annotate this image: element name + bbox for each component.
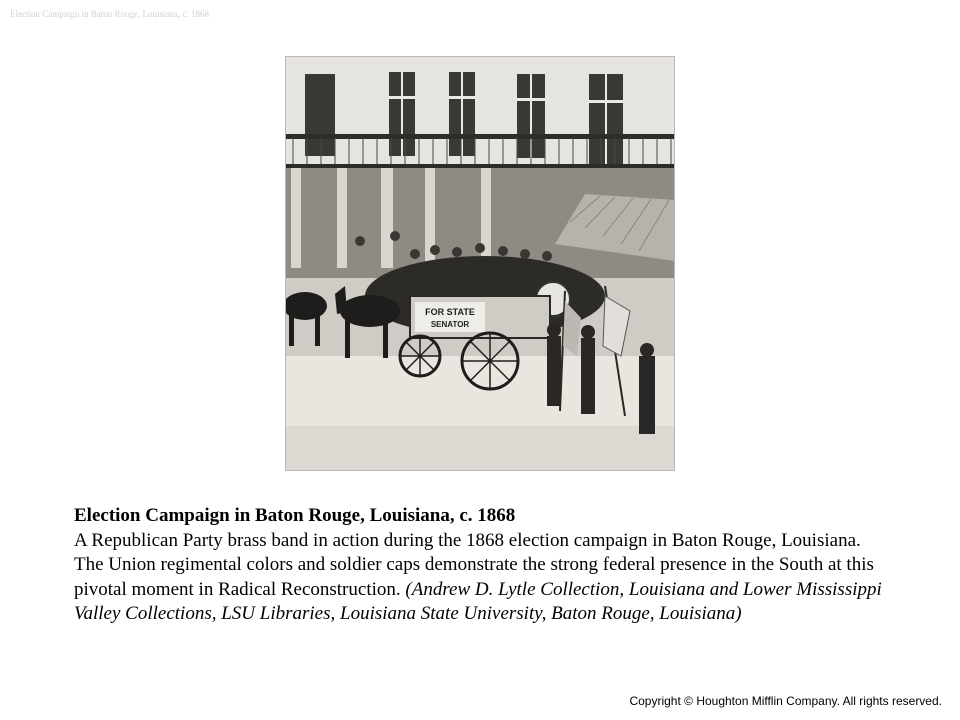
caption-body: A Republican Party brass band in action during the 1868 election campaign in Baton Rouge, Louisiana. The Union regimental colors and soldier caps demonstrate the strong federal presence in the South at this pivotal moment in Radical Reconstruction. [74,529,874,600]
balcony-rail-bottom [285,164,675,168]
street-foreground [285,426,675,471]
wagon-sign-line1: FOR STATE [425,307,475,317]
photograph-illustration [285,56,675,471]
caption-block [74,504,894,627]
balcony-rail-top [285,134,675,139]
historical-photograph [285,56,675,471]
caption-credit: (Andrew D. Lytle Collection, Louisiana and Lower Mississippi Valley Collections, LSU Libraries, Louisiana State University, Baton Rouge, Louisiana) [74,578,882,624]
copyright-notice: Copyright © Houghton Mifflin Company. All rights reserved. [629,694,942,708]
caption-title: Election Campaign in Baton Rouge, Louisiana, c. 1868 [74,505,516,526]
wagon-sign-line2: SENATOR [430,320,470,329]
slide-header-title: Election Campaign in Baton Rouge, Louisiana, c. 1868 [10,9,209,19]
